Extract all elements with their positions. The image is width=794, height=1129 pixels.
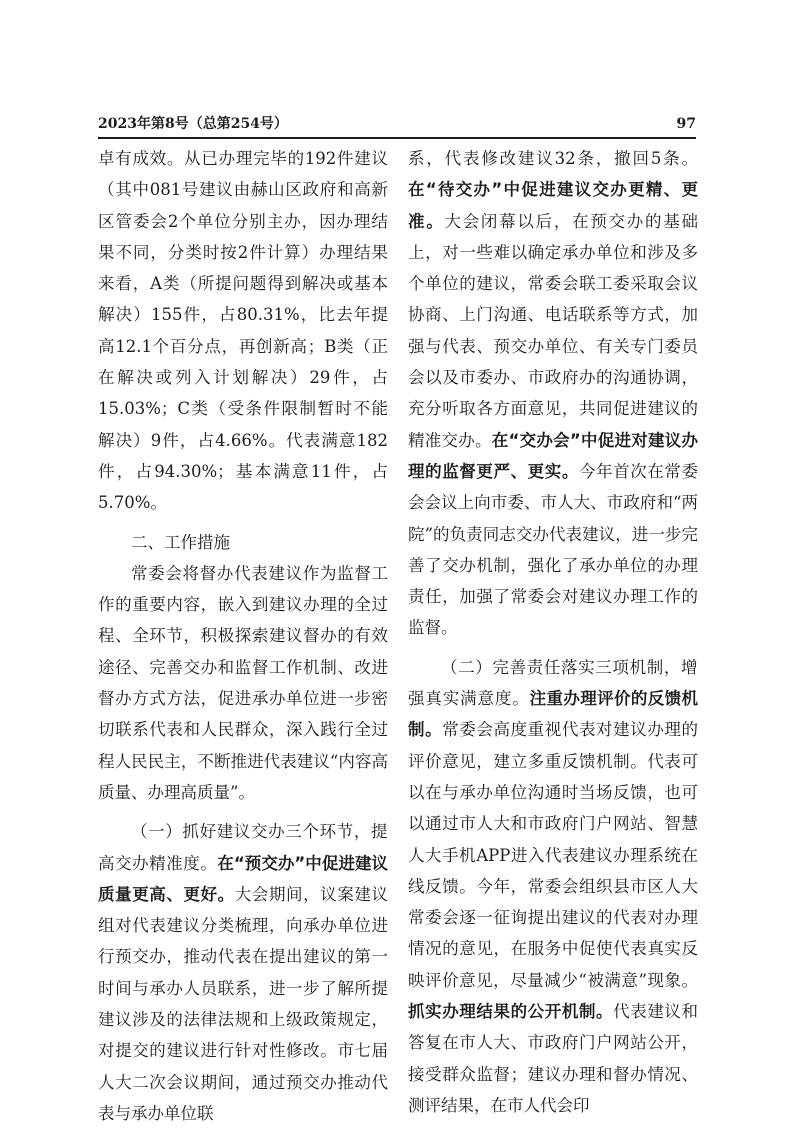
subsection-1-heading: （一）抓好建议交办三个环节，提高交办精准度。 bbox=[98, 822, 388, 873]
paragraph-subsection-2 bbox=[408, 652, 698, 1121]
subsection-1-bold-phrase: 在“预交办”中促进建议质量更高、更好。 bbox=[98, 853, 388, 904]
subsection-2-bold-phrase-1: 注重办理评价的反馈机制。 bbox=[408, 689, 698, 740]
section-heading-measures bbox=[98, 527, 388, 558]
assignment-bold-phrase-2: 在“交办会”中促进对建议办理的监督更严、更实。 bbox=[408, 430, 698, 481]
paragraph-results bbox=[98, 143, 388, 519]
assignment-text-start: 系，代表修改建议32条，撤回5条。 bbox=[408, 149, 698, 168]
paragraph-subsection-1 bbox=[98, 816, 388, 1129]
section-heading-text: 二、工作措施 bbox=[131, 532, 230, 552]
paragraph-measures-intro bbox=[98, 558, 388, 808]
assignment-text-middle: 大会闭幕以后，在预交办的基础上，对一些难以确定承办单位和涉及多个单位的建议，常委会联工委采取会议协商、上门沟通、电话联系等方式，加强与代表、预交办单位、有关专门委员会以及市委办、市政府办的沟通协调，充分听取各方面意见，共同促进建议的精准交办。 bbox=[408, 211, 699, 450]
page-header bbox=[98, 113, 696, 139]
right-column bbox=[408, 143, 699, 1115]
subsection-2-text-end: 代表建议和答复在市人大、市政府门户网站公开，接受群众监督；建议办理和督办情况、测评结果，在市人代会印 bbox=[408, 1002, 698, 1115]
subsection-2-bold-phrase-2: 抓实办理结果的公开机制。 bbox=[408, 1002, 614, 1022]
assignment-bold-phrase-1: 在“待交办”中促进建议交办更精、更准。 bbox=[408, 180, 698, 231]
journal-issue-title: 2023年第8号（总第254号） bbox=[98, 116, 288, 132]
left-column bbox=[98, 143, 388, 1123]
results-text: 卓有成效。从已办理完毕的192件建议（其中081号建议由赫山区政府和高新区管委会2个单位分别主办，因办理结果不同，分类时按2件计算）办理结果来看，A类（所提问题得到解决或基本解决）155件，占80.31%，比去年提高12.1个百分点，再创新高；B类（正在解决或列入计划解决）29件，占15.03%；C类（受条件限制暂时不能解决）9件，占4.66%。代表满意182件，占94.30%；基本满意11件，占5.70%。 bbox=[98, 149, 388, 513]
measures-intro-text: 常委会将督办代表建议作为监督工作的重要内容，嵌入到建议办理的全过程、全环节，积极探索建议督办的有效途径、完善交办和监督工作机制、改进督办方式方法，促进承办单位进一步密切联系代表和人民群众，深入践行全过程人民民主，不断推进代表建议“内容高质量、办理高质量”。 bbox=[98, 563, 388, 802]
page-number: 97 bbox=[676, 116, 696, 132]
assignment-text-end: 今年首次在常委会会议上向市委、市人大、市政府和“两院”的负责同志交办代表建议，进一步完善了交办机制，强化了承办单位的办理责任，加强了常委会对建议办理工作的监督。 bbox=[408, 461, 698, 638]
subsection-2-text-middle: 常委会高度重视代表对建议办理的评价意见，建立多重反馈机制。代表可以在与承办单位沟通时当场反馈，也可以通过市人大和市政府门户网站、智慧人大手机APP进入代表建议办理系统在线反馈。今年，常委会组织县市区人大常委会逐一征询提出建议的代表对办理情况的意见，在服务中促使代表真实反映评价意见，尽量减少“被满意”现象。 bbox=[408, 720, 698, 990]
subsection-1-text: 大会期间，议案建议组对代表建议分类梳理，向承办单位进行预交办，推动代表在提出建议的第一时间与承办人员联系，进一步了解所提建议涉及的法律法规和上级政策规定，对提交的建议进行针对性修改。市七届人大二次会议期间，通过预交办推动代表与承办单位联 bbox=[98, 884, 388, 1123]
paragraph-assignment bbox=[408, 143, 698, 644]
subsection-2-heading: （二）完善责任落实三项机制，增强真实满意度。 bbox=[408, 657, 698, 709]
